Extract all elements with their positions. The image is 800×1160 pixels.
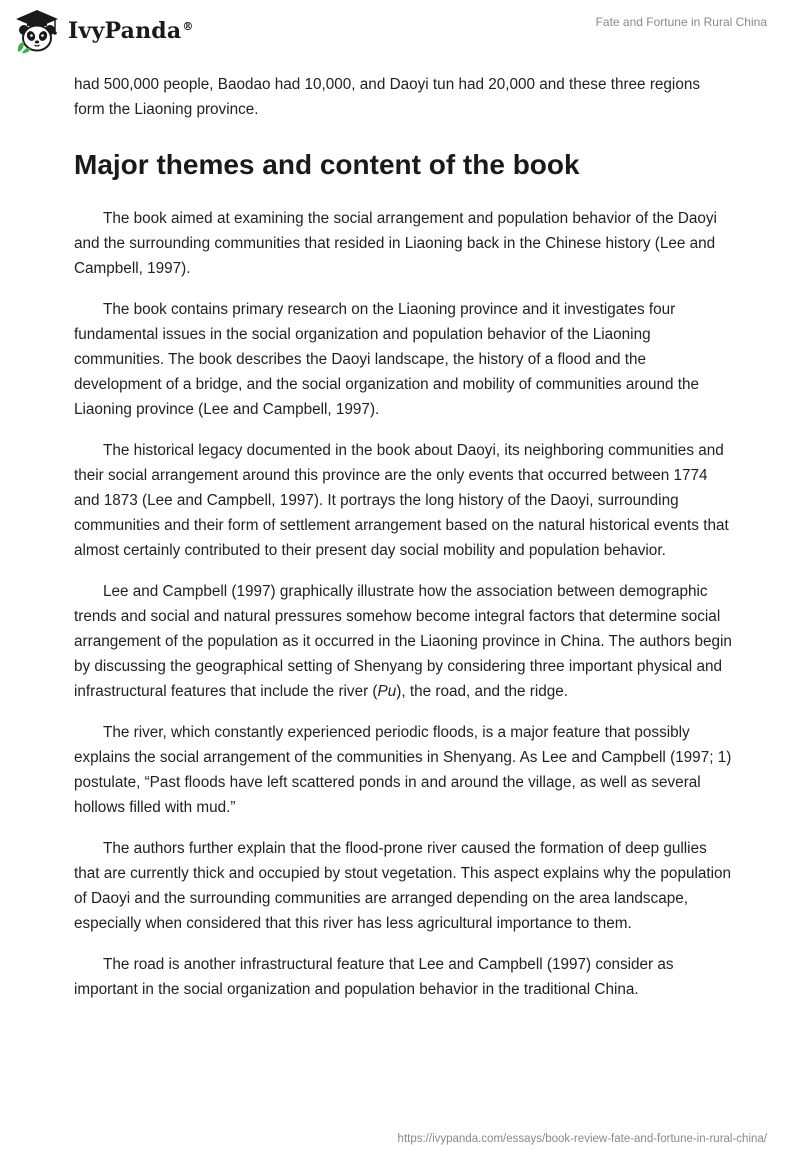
source-url-link[interactable]: https://ivypanda.com/essays/book-review-fate-and-fortune-in-rural-china/ bbox=[397, 1133, 767, 1145]
body-paragraph: The river, which constantly experienced periodic floods, is a major feature that possibly explains the social arrangement of the communities in Shenyang. As Lee and Campbell (1997; 1) postulate, “Past floods have left scattered ponds in and around the village, as well as several hollows filled with mud.” bbox=[74, 724, 732, 816]
page-header bbox=[0, 0, 800, 60]
document-title: Fate and Fortune in Rural China bbox=[595, 15, 767, 29]
section-heading: Major themes and content of the book bbox=[74, 149, 580, 180]
paragraph-text: ), the road, and the ridge. bbox=[396, 683, 569, 700]
article-body bbox=[74, 72, 734, 1018]
panda-graduate-icon bbox=[12, 8, 62, 54]
body-paragraph: The historical legacy documented in the book about Daoyi, its neighboring communities and their social arrangement around this province are the only events that occurred between 1774 and 1873 (Lee and Campbell, 1997). It portrays the long history of the Daoyi, surrounding communities and their form of settlement arrangement based on the natural historical events that almost certainly contributed to their present day social mobility and population behavior. bbox=[74, 442, 729, 559]
body-paragraph: The book aimed at examining the social arrangement and population behavior of the Daoyi and the surrounding communities that resided in Liaoning back in the Chinese history (Lee and Campbell, 1997). bbox=[74, 210, 717, 277]
paragraph-text: Lee and Campbell (1997) graphically illustrate how the association between demographic trends and social and natural pressures somehow become integral factors that determine social arrangement of the population as it occurred in the Liaoning province in China. The authors begin by discussing the geographical setting of Shenyang by considering three important physical and infrastructural features that include the river ( bbox=[74, 583, 732, 700]
italic-term: Pu bbox=[377, 683, 397, 700]
ivypanda-logo[interactable] bbox=[12, 8, 194, 54]
body-paragraph: The authors further explain that the flood-prone river caused the formation of deep gullies that are currently thick and occupied by stout vegetation. This aspect explains why the population of Daoyi and the surrounding communities are arranged depending on the area landscape, especially when considered that this river has less agricultural importance to them. bbox=[74, 840, 732, 932]
body-paragraph: The road is another infrastructural feature that Lee and Campbell (1997) consider as important in the social organization and population behavior in the traditional China. bbox=[74, 956, 674, 998]
body-paragraph bbox=[74, 579, 734, 704]
body-paragraph: The book contains primary research on the Liaoning province and it investigates four fundamental issues in the social organization and population behavior of the Liaoning communities. The book describes the Daoyi landscape, the history of a flood and the development of a bridge, and the social organization and mobility of communities around the Liaoning province (Lee and Campbell, 1997). bbox=[74, 301, 699, 418]
continuation-paragraph: had 500,000 people, Baodao had 10,000, and Daoyi tun had 20,000 and these three regions form the Liaoning province. bbox=[74, 76, 700, 118]
logo-wordmark: IvyPanda® bbox=[68, 18, 194, 44]
